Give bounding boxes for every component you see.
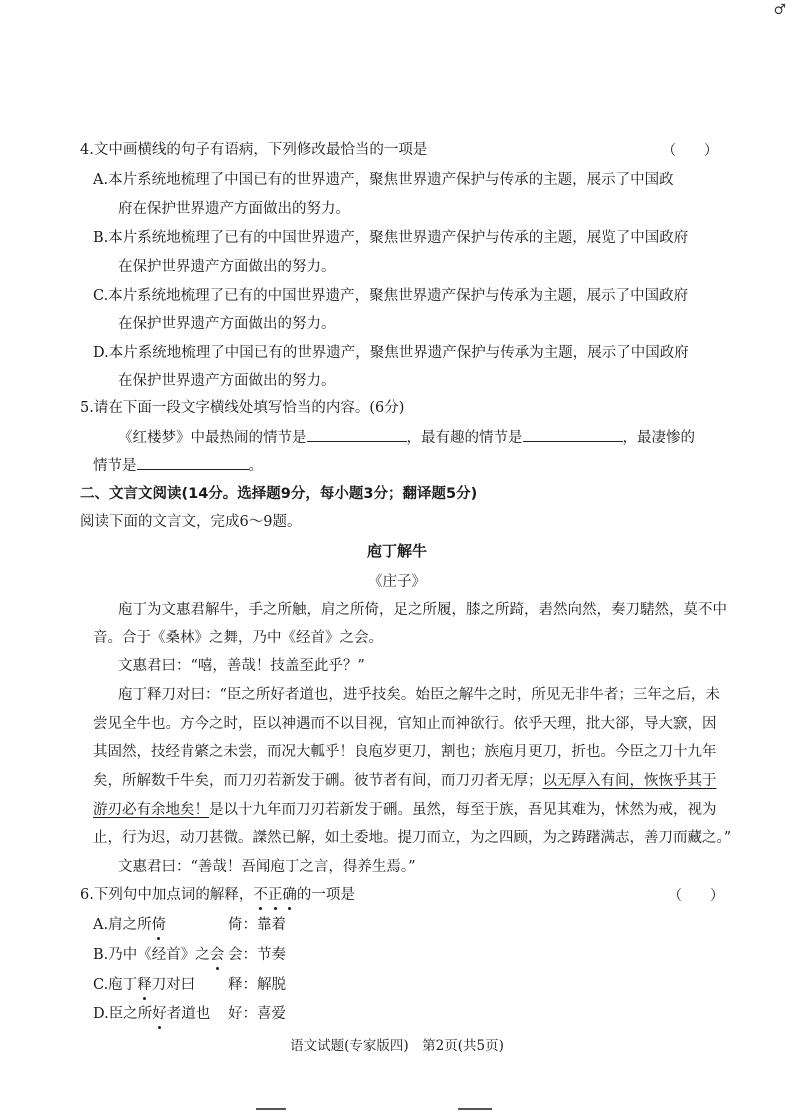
q5-text-5: 。 (248, 458, 263, 474)
q4-option-b-line1: B.本片系统地梳理了已有的中国世界遗产，聚焦世界遗产保护与传承的主题，展览了中国政府 (93, 230, 689, 246)
q5-fill-line2 (93, 455, 263, 476)
scan-artifact (458, 1108, 492, 1110)
q5-text-3: ，最凄惨的 (622, 430, 695, 446)
passage-p3-line4-plain: 矣，所解数千牛矣，而刀刃若新发于硎。彼节者有间，而刀刃者无厚； (93, 773, 543, 789)
q4-option-c-line1: C.本片系统地梳理了已有的中国世界遗产，聚焦世界遗产保护与传承为主题，展示了中国政府 (93, 288, 689, 304)
passage-underlined-sentence-part2: 游刃必有余地矣！ (93, 802, 209, 818)
q5-stem: 5.请在下面一段文字横线处填写恰当的内容。(6分) (80, 400, 405, 416)
q6-dotted-char: 不 (253, 887, 268, 903)
q4-option-a-line1: A.本片系统地梳理了中国已有的世界遗产，聚焦世界遗产保护与传承的主题，展示了中国政 (93, 172, 674, 188)
q5-text-4: 情节是 (93, 458, 137, 474)
q4-option-c-line2: 在保护世界遗产方面做出的努力。 (118, 316, 336, 332)
q4-option-d-line2: 在保护世界遗产方面做出的努力。 (118, 373, 336, 389)
dotted-word: 倚 (151, 917, 167, 933)
scan-artifact (256, 1108, 286, 1110)
passage-title: 庖丁解牛 (366, 542, 427, 560)
q5-blank-3[interactable] (137, 455, 249, 470)
page-footer: 语文试题(专家版四) 第2页(共5页) (290, 1038, 504, 1054)
q6-option-b (93, 945, 224, 965)
passage-p3-line3: 其固然，技经肯綮之未尝，而况大軱乎！良庖岁更刀，割也；族庖月更刀，折也。今臣之刀十九年 (93, 744, 717, 760)
passage-p3-line6: 止，行为迟，动刀甚微。謋然已解，如土委地。提刀而立，为之四顾，为之踌躇满志，善刀而藏之。” (93, 830, 732, 846)
section2-heading: 二、文言文阅读(14分。选择题9分，每小题3分；翻译题5分) (80, 486, 478, 502)
q4-option-b-line2: 在保护世界遗产方面做出的努力。 (118, 259, 336, 275)
q5-fill-line1 (118, 427, 695, 448)
q5-text-1: 《红楼梦》中最热闹的情节是 (118, 430, 307, 446)
passage-p3-line4 (93, 771, 717, 791)
corner-mark: ♂ (773, 2, 786, 18)
passage-p4: 文惠君曰：“善哉！吾闻庖丁之言，得养生焉。” (118, 859, 416, 875)
dotted-word: 会 (209, 947, 225, 963)
q6-option-a-sentence: A.肩之所倚 (93, 917, 167, 933)
q6-stem-part2: 的一项是 (296, 887, 355, 903)
q6-option-a (93, 915, 166, 935)
q4-stem: 4.文中画横线的句子有语病，下列修改最恰当的一项是 (80, 142, 428, 158)
q5-blank-2[interactable] (523, 427, 623, 442)
passage-p3-line2: 尝见全牛也。方今之时，臣以神遇而不以目视，官知止而神欲行。依乎天理，批大郤，导大窾，因 (93, 716, 717, 732)
q6-stem-part1: 6.下列句中加点词的解释， (80, 887, 254, 903)
dotted-word: 好 (152, 1006, 167, 1022)
q5-blank-1[interactable] (307, 427, 407, 442)
q6-option-d-explanation: 好：喜爱 (228, 1006, 286, 1022)
q6-answer-paren: （ ） (668, 888, 724, 904)
passage-author: 《庄子》 (368, 574, 426, 590)
q6-option-b-sentence: B.乃中《经首》之会 (93, 947, 225, 963)
q6-option-b-explanation: 会：节奏 (228, 947, 286, 963)
q4-answer-paren: （ ） (662, 143, 718, 159)
passage-p3-line5 (93, 800, 717, 820)
section2-instruction: 阅读下面的文言文，完成6～9题。 (80, 514, 302, 530)
q4-option-a-line2: 府在保护世界遗产方面做出的努力。 (118, 201, 350, 217)
q6-dotted-char: 正 (267, 887, 283, 903)
q6-option-c-sentence: C.庖丁释刀对曰 (93, 977, 196, 993)
q6-dotted-char: 确 (282, 887, 297, 903)
q5-text-2: ，最有趣的情节是 (406, 430, 523, 446)
passage-p1-line1: 庖丁为文惠君解牛，手之所触，肩之所倚，足之所履，膝之所踦，砉然向然，奏刀騞然，莫不中 (118, 602, 727, 618)
q6-option-d (93, 1004, 210, 1024)
passage-p2: 文惠君曰：“嘻，善哉！技盖至此乎？” (118, 658, 365, 674)
q6-option-a-explanation: 倚：靠着 (228, 917, 286, 933)
passage-p1-line2: 音。合于《桑林》之舞，乃中《经首》之会。 (93, 630, 383, 646)
passage-underlined-sentence-part1: 以无厚入有间，恢恢乎其于 (542, 773, 717, 789)
q6-option-d-sentence: D.臣之所好者道也 (93, 1006, 211, 1022)
q4-option-d-line1: D.本片系统地梳理了中国已有的世界遗产，聚焦世界遗产保护与传承为主题，展示了中国政府 (93, 345, 689, 361)
dotted-word: 释 (137, 977, 152, 993)
q6-option-c (93, 975, 195, 995)
q6-stem (80, 885, 355, 905)
q6-option-c-explanation: 释：解脱 (228, 977, 286, 993)
passage-p3-line1: 庖丁释刀对曰：“臣之所好者道也，进乎技矣。始臣之解牛之时，所见无非牛者；三年之后，未 (118, 687, 720, 703)
passage-p3-line5-plain: 是以十九年而刀刃若新发于硎。虽然，每至于族，吾见其难为，怵然为戒，视为 (209, 802, 717, 818)
